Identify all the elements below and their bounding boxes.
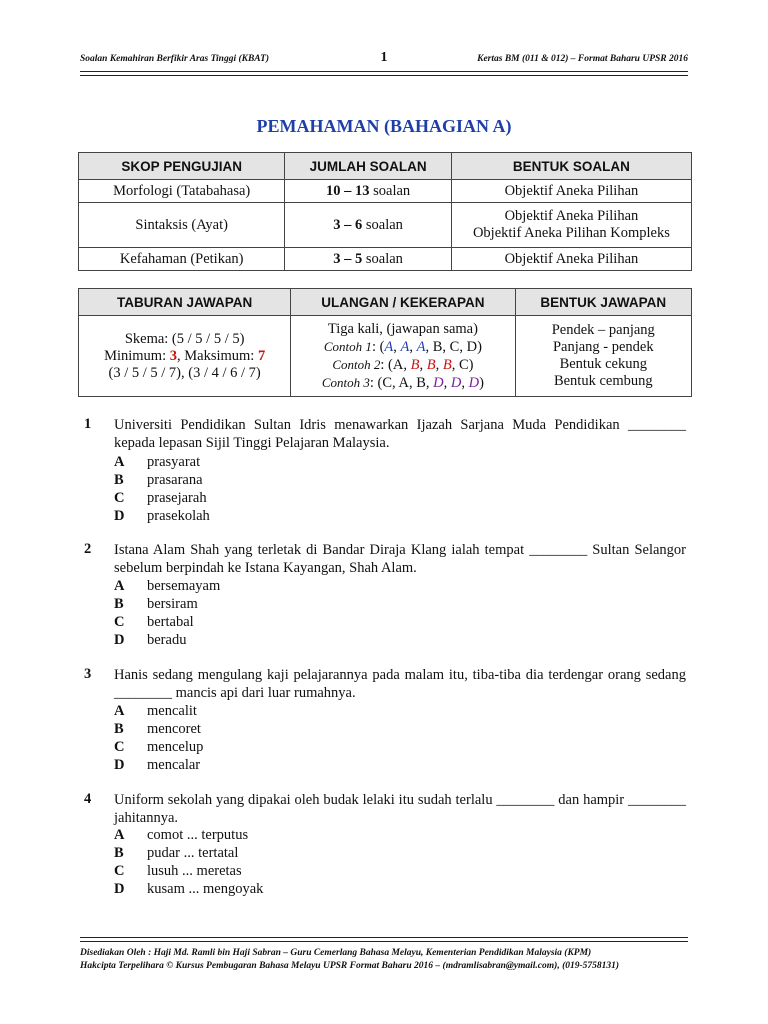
highlight-letter: D: [468, 374, 480, 391]
header-rule: [80, 71, 688, 72]
contoh-1: Contoh 1: (A, A, A, B, C, D): [323, 338, 482, 355]
jumlah-range: 10 – 13: [326, 182, 370, 199]
bentuk-jawapan-line: Panjang - pendek: [552, 339, 654, 355]
cell-skop: Sintaksis (Ayat): [79, 203, 285, 248]
option-text: mencalar: [147, 757, 201, 773]
min-label: Minimum:: [104, 347, 170, 364]
option-label: B: [114, 721, 124, 737]
question-text: Uniform sekolah yang dipakai oleh budak lelaki itu sudah terlalu ________ dan hampir ________ jahitannya.: [114, 792, 686, 826]
option-label: B: [114, 596, 124, 612]
option-label: C: [114, 614, 125, 630]
option-text: kusam ... mengoyak: [147, 881, 264, 897]
option-text: prasarana: [147, 472, 203, 488]
question-text: Universiti Pendidikan Sultan Idris menawarkan Ijazah Sarjana Muda Pendidikan ________ kepada lepasan Sijil Tinggi Pelajaran Malaysia.: [114, 417, 686, 451]
cell-ulangan: [291, 316, 515, 397]
option-text: pudar ... tertatal: [147, 845, 239, 861]
page-number: 1: [380, 50, 388, 65]
bentuk-line: Objektif Aneka Pilihan: [504, 208, 639, 224]
contoh-rest: , C): [451, 356, 474, 373]
option-label: B: [114, 472, 124, 488]
question-number: 4: [84, 791, 92, 807]
highlight-letter: D: [433, 374, 444, 391]
cell-bentuk: Objektif Aneka Pilihan: [451, 180, 691, 203]
option-text: mencoret: [147, 721, 201, 737]
question-text: Istana Alam Shah yang terletak di Bandar Diraja Klang ialah tempat ________ Sultan Selangor sebelum berpindah ke Istana Kayangan, Shah Alam.: [114, 542, 686, 576]
option-text: prasyarat: [147, 454, 201, 470]
cell-skop: Morfologi (Tatabahasa): [79, 180, 285, 203]
jumlah-unit: soalan: [369, 182, 411, 199]
question-number: 2: [84, 541, 92, 557]
min-value: 3: [169, 347, 177, 364]
col-header-skop: SKOP PENGUJIAN: [79, 153, 285, 180]
option-label: A: [114, 454, 125, 470]
option-text: prasekolah: [147, 508, 210, 524]
question-text: Hanis sedang mengulang kaji pelajarannya pada malam itu, tiba-tiba dia terdengar orang sedang ________ mancis api dari luar rumahnya.: [114, 667, 686, 701]
question-number: 1: [84, 416, 92, 432]
question-number: 3: [84, 666, 92, 682]
bentuk-jawapan-line: Bentuk cekung: [559, 356, 647, 372]
cell-bentuk-jawapan: [515, 316, 691, 397]
option-label: A: [114, 578, 125, 594]
footer-rule: [80, 941, 688, 942]
header-right-text: Kertas BM (011 & 012) – Format Baharu UPSR 2016: [477, 54, 688, 64]
option-label: D: [114, 632, 125, 648]
table-header-row: [79, 289, 692, 316]
footer-rule-thin: [80, 937, 688, 938]
col-header-ulangan: ULANGAN / KEKERAPAN: [291, 289, 515, 316]
highlight-letter: A: [416, 338, 426, 355]
bentuk-line: Objektif Aneka Pilihan Kompleks: [472, 225, 670, 241]
option-label: D: [114, 508, 125, 524]
highlight-letter: D: [450, 374, 462, 391]
footer-line-author: Disediakan Oleh : Haji Md. Ramli bin Haji Sabran – Guru Cemerlang Bahasa Melayu, Kementerian Pendidikan Malaysia (KPM): [80, 948, 592, 958]
highlight-letter: B: [426, 356, 436, 373]
page-title: PEMAHAMAN (BAHAGIAN A): [256, 116, 512, 136]
answer-distribution-table: [78, 288, 692, 397]
bentuk-jawapan-line: Pendek – panjang: [551, 322, 655, 338]
col-header-jumlah: JUMLAH SOALAN: [285, 153, 451, 180]
option-label: C: [114, 490, 125, 506]
highlight-letter: A: [384, 338, 394, 355]
skema-line: Skema: (5 / 5 / 5 / 5): [124, 330, 245, 347]
max-value: 7: [257, 347, 266, 364]
cell-jumlah: [285, 248, 451, 271]
min-max-line: [79, 348, 290, 365]
max-label: , Maksimum:: [176, 347, 258, 364]
option-label: C: [114, 863, 125, 879]
contoh-pre: : (A,: [380, 356, 411, 373]
option-label: A: [114, 703, 125, 719]
contoh-rest: , B, C, D): [425, 338, 482, 355]
col-header-bentuk-jawapan: BENTUK JAWAPAN: [515, 289, 691, 316]
option-text: beradu: [147, 632, 187, 648]
cell-skop: Kefahaman (Petikan): [79, 248, 285, 271]
contoh-label: Contoh 3: [321, 374, 370, 390]
contoh-rest: ): [479, 374, 484, 391]
highlight-letter: B: [410, 356, 420, 373]
highlight-letter: B: [442, 356, 452, 373]
highlight-letter: A: [400, 338, 410, 355]
option-label: A: [114, 827, 125, 843]
option-label: C: [114, 739, 125, 755]
combos-line: (3 / 5 / 5 / 7), (3 / 4 / 6 / 7): [108, 364, 261, 381]
contoh-label: Contoh 2: [332, 356, 381, 372]
header-rule-thin: [80, 75, 688, 76]
table-row: [79, 248, 692, 271]
footer-line-copyright: Hakcipta Terpelihara © Kursus Pembugaran Bahasa Melayu UPSR Format Baharu 2016 – (mdramlisabran@ymail.com), (019-5758131): [80, 961, 620, 971]
contoh-3: Contoh 3: (C, A, B, D, D, D): [321, 374, 484, 391]
option-text: mencalit: [147, 703, 197, 719]
jumlah-range: 3 – 6: [333, 216, 363, 233]
cell-jumlah: [285, 180, 451, 203]
option-text: mencelup: [147, 739, 204, 755]
contoh-label: Contoh 1: [323, 338, 372, 354]
option-text: bersiram: [147, 596, 198, 612]
table-row: [79, 316, 692, 397]
ulangan-intro: Tiga kali, (jawapan sama): [327, 320, 478, 337]
option-text: prasejarah: [147, 490, 207, 506]
option-text: lusuh ... meretas: [147, 863, 242, 879]
jumlah-unit: soalan: [362, 250, 403, 267]
contoh-pre: : (C, A, B,: [369, 374, 434, 391]
page-footer: [80, 947, 688, 973]
option-text: comot ... terputus: [147, 827, 249, 843]
option-label: B: [114, 845, 124, 861]
jumlah-range: 3 – 5: [333, 250, 363, 267]
cell-jumlah: [285, 203, 451, 248]
jumlah-unit: soalan: [362, 216, 403, 233]
cell-bentuk: Objektif Aneka Pilihan: [451, 248, 691, 271]
bentuk-jawapan-line: Bentuk cembung: [553, 373, 653, 389]
option-label: D: [114, 757, 125, 773]
cell-bentuk: [451, 203, 691, 248]
table-header-row: [79, 153, 692, 180]
contoh-pre: : (: [371, 338, 385, 355]
option-text: bersemayam: [147, 578, 221, 594]
col-header-bentuk: BENTUK SOALAN: [451, 153, 691, 180]
table-row: [79, 203, 692, 248]
scope-table: [78, 152, 692, 271]
header-left-text: Soalan Kemahiran Berfikir Aras Tinggi (KBAT): [80, 54, 270, 64]
option-text: bertabal: [147, 614, 194, 630]
cell-taburan: [79, 316, 291, 397]
page-header: [80, 52, 688, 72]
col-header-taburan: TABURAN JAWAPAN: [79, 289, 291, 316]
contoh-2: Contoh 2: (A, B, B, B, C): [332, 356, 474, 373]
table-row: [79, 180, 692, 203]
option-label: D: [114, 881, 125, 897]
